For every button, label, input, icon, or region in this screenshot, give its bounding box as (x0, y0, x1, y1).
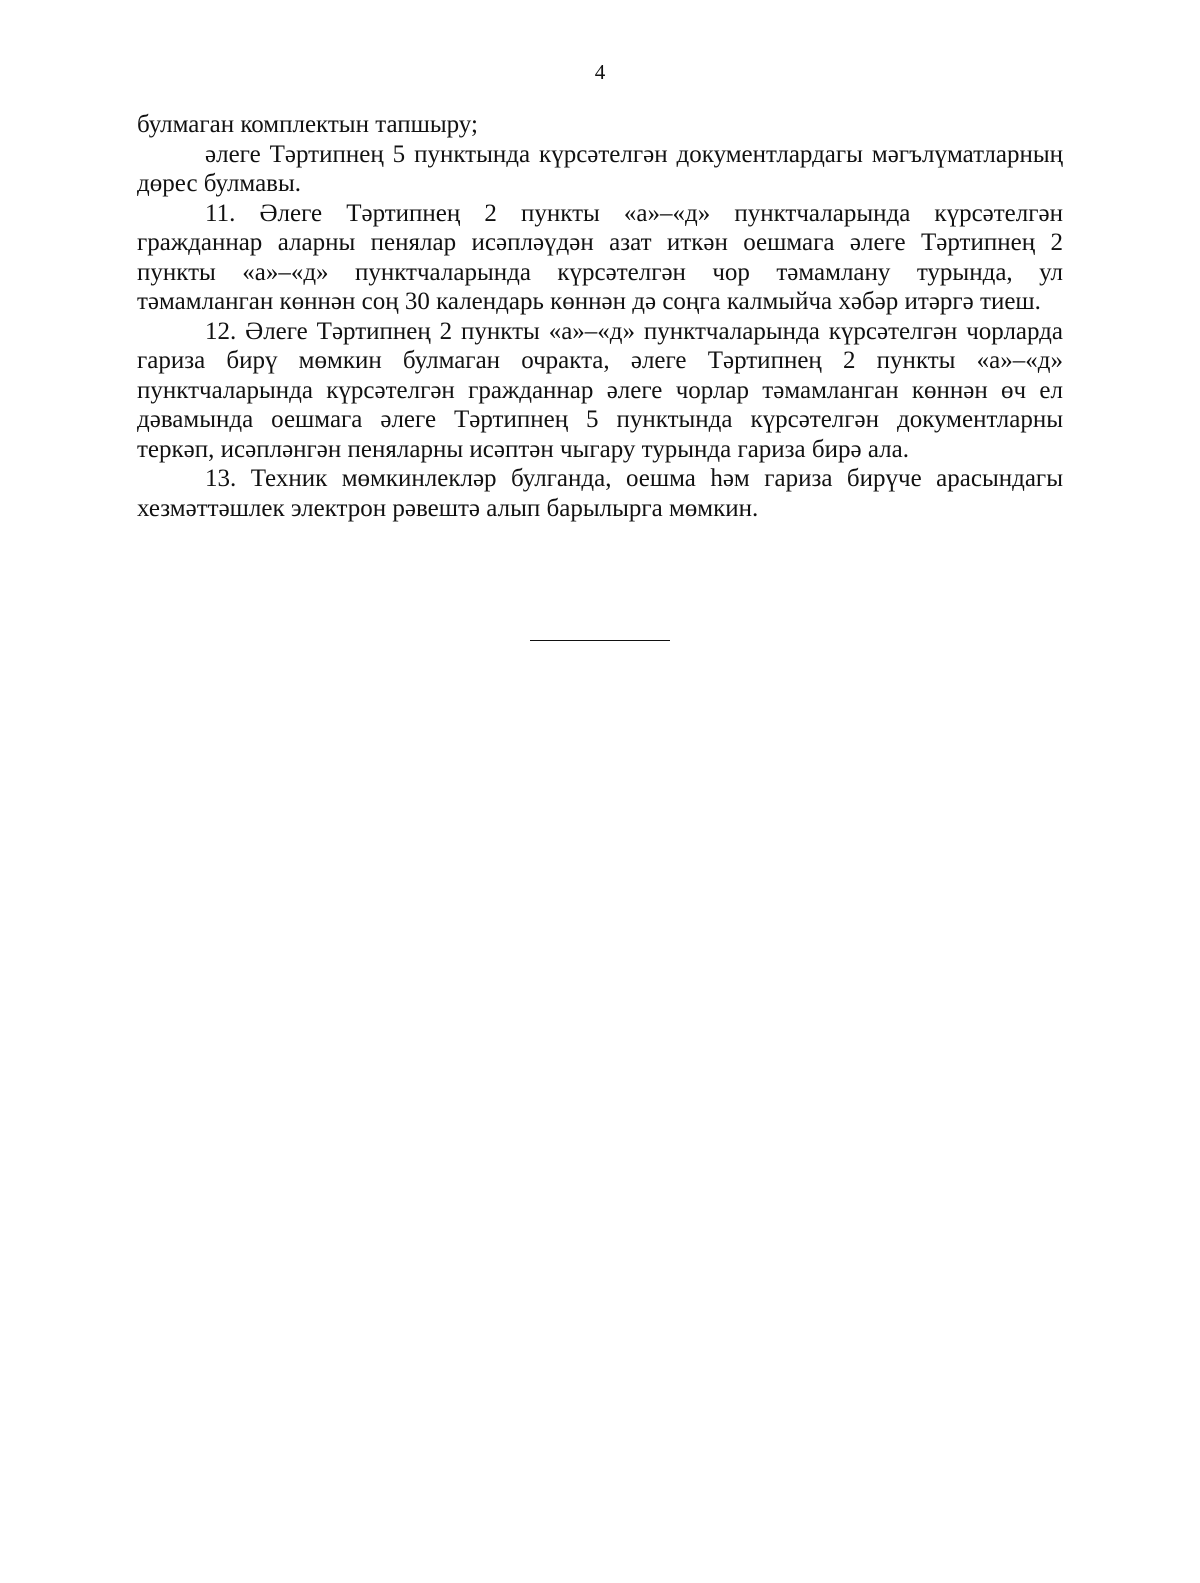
paragraph-11: 11. Әлеге Тәртипнең 2 пункты «а»–«д» пунктчаларында күрсәтелгән гражданнар аларны пенялар исәпләүдән азат иткән оешмага әлеге Тәртипнең 2 пункты «а»–«д» пунктчаларында күрсәтелгән чор тәмамлану турында, ул тәмамланган көннән соң 30 календарь көннән дә соңга калмыйча хәбәр итәргә тиеш. (137, 199, 1063, 315)
paragraph-list-item: әлеге Тәртипнең 5 пунктында күрсәтелгән документлардагы мәгълүматларның дөрес булмавы. (137, 140, 1063, 197)
paragraph-13: 13. Техник мөмкинлекләр булганда, оешма һәм гариза бирүче арасындагы хезмәттәшлек электрон рәвештә алып барылырга мөмкин. (137, 465, 1063, 522)
page-number: 4 (594, 60, 606, 84)
document-body (137, 110, 1063, 523)
paragraph-12: 12. Әлеге Тәртипнең 2 пункты «а»–«д» пунктчаларында күрсәтелгән чорларда гариза бирү мөмкин булмаган очракта, әлеге Тәртипнең 2 пункты «а»–«д» пунктчаларында күрсәтелгән гражданнар әлеге чорлар тәмамланган көннән өч ел дәвамында оешмага әлеге Тәртипнең 5 пунктында күрсәтелгән документларны теркәп, исәпләнгән пеняларны исәптән чыгару турында гариза бирә ала. (137, 317, 1063, 463)
paragraph-continuation: булмаган комплектын тапшыру; (137, 111, 478, 138)
closing-divider (530, 640, 670, 641)
